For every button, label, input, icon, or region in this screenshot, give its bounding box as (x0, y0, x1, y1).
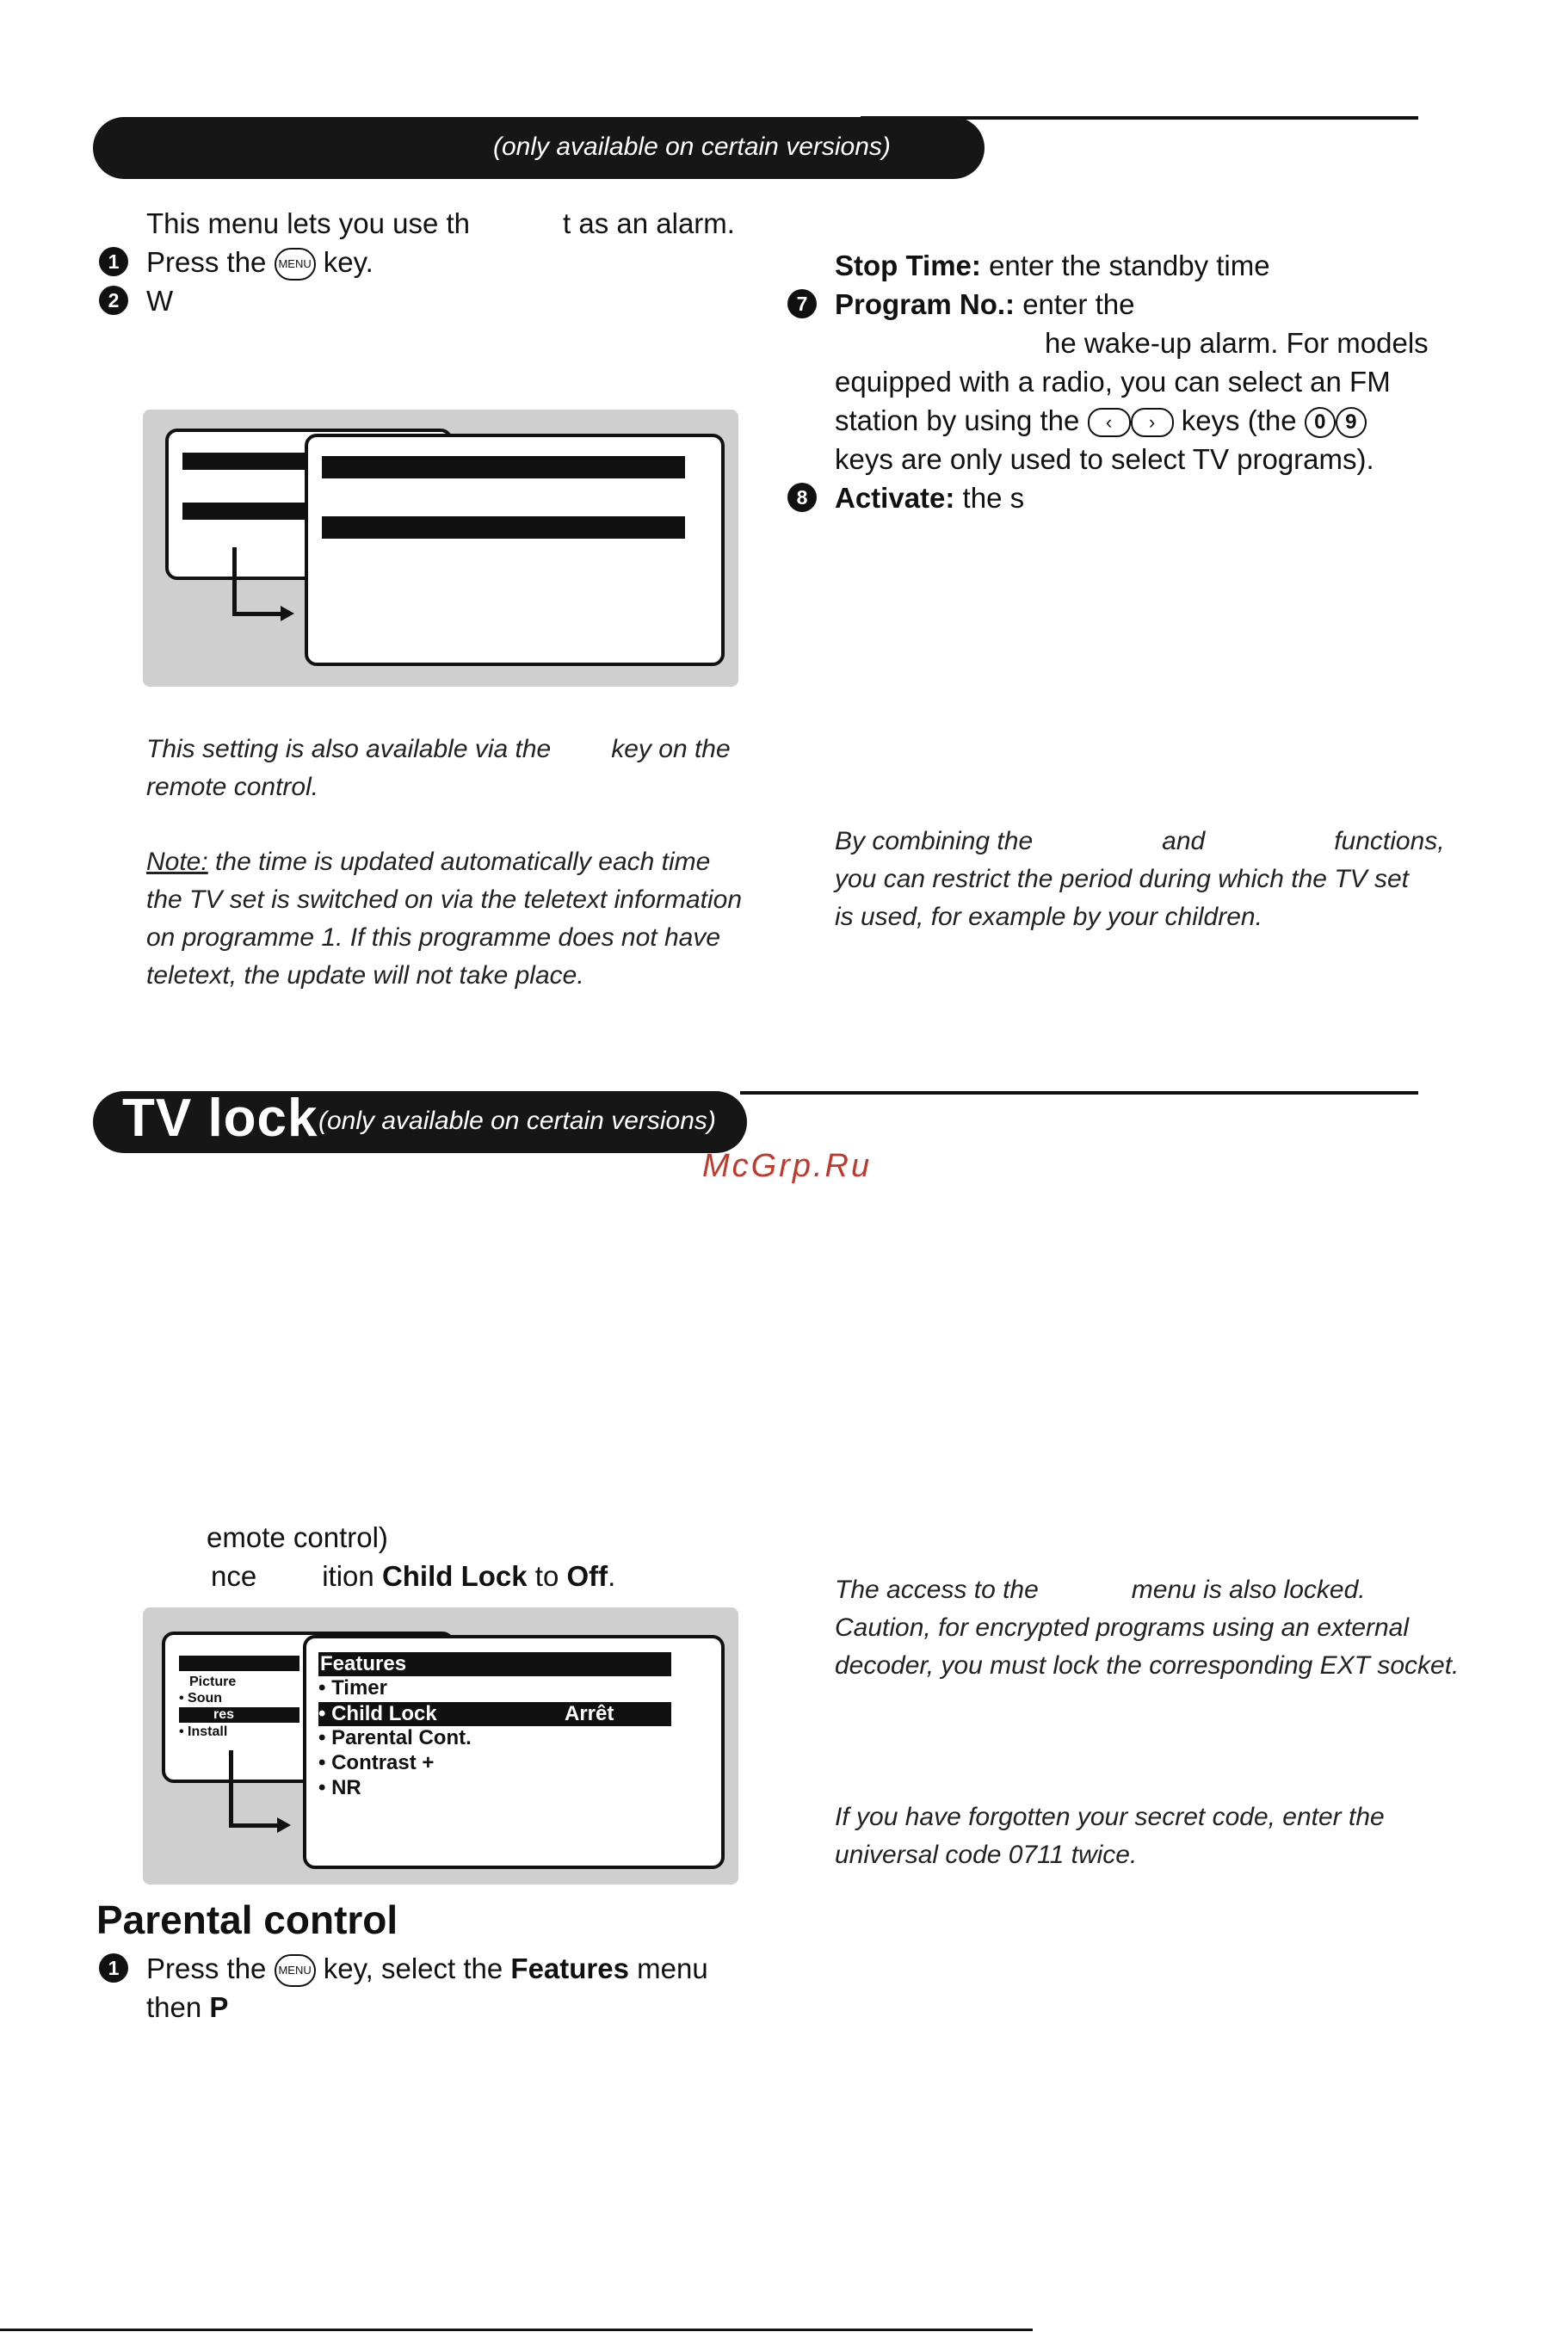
watermark: McGrp.Ru (702, 1148, 873, 1184)
section-title: TV lock (122, 1089, 318, 1148)
submenu-item-contrast: • Contrast + (318, 1751, 435, 1774)
combine-line-2: you can restrict the period during which the TV set (835, 865, 1410, 893)
submenu-item-parental: • Parental Cont. (318, 1726, 472, 1749)
features-label: Features (510, 1952, 629, 1984)
shortcut-note (146, 731, 731, 768)
step-1-text (146, 243, 373, 281)
step-1-part-b: key. (323, 246, 373, 278)
off-label: Off (566, 1560, 608, 1592)
lock-line-2-part-a: nce (211, 1560, 257, 1592)
program-no-part-b: keys (the (1181, 404, 1297, 436)
shortcut-note-part-1: This setting is also available via the (146, 735, 552, 763)
main-menu-item-selected: res (213, 1707, 235, 1722)
connector-line (229, 1823, 281, 1828)
parental-step-1-part-e: then (146, 1991, 210, 2023)
menu-key-icon: MENU (275, 248, 316, 281)
forgot-line-2: universal code 0711 twice. (835, 1841, 1138, 1869)
program-no-line-4 (835, 401, 1367, 440)
shortcut-note-part-2: key on the (611, 735, 731, 763)
redacted-bar (179, 1656, 299, 1671)
stop-time-line (835, 246, 1270, 285)
note-text-1: the time is updated automatically each time (207, 848, 711, 876)
menu-key-icon: MENU (275, 1954, 316, 1987)
lock-line-2-period: . (608, 1560, 616, 1592)
section-subtitle: (only available on certain versions) (318, 1107, 716, 1135)
access-line-2: Caution, for encrypted programs using an external (835, 1613, 1410, 1642)
program-no-part-a: station by using the (835, 404, 1080, 436)
menu-diagram-features (143, 1607, 738, 1885)
digit-9-key-icon: 9 (1336, 407, 1367, 438)
submenu-header (318, 1652, 671, 1676)
combine-line-1 (835, 823, 1445, 861)
parental-step-1-part-d: menu (628, 1952, 708, 1984)
note-label: Note: (146, 848, 208, 876)
lock-line-2-part-b: ition (322, 1560, 382, 1592)
parental-step-1-part-f: P (209, 1991, 229, 2023)
program-no-line-2: he wake-up alarm. For models (1045, 327, 1429, 359)
parental-step-1-part-a: Press the (146, 1952, 267, 1984)
note-line-1 (146, 843, 710, 881)
step-8-badge: 8 (787, 483, 817, 512)
access-line-3: decoder, you must lock the corresponding EXT socket. (835, 1651, 1460, 1680)
main-menu-item: Picture (189, 1675, 237, 1689)
step-2-text: W (146, 285, 174, 317)
note-line-3: on programme 1. If this programme does not have (146, 923, 721, 952)
lock-line-1: emote control) (207, 1521, 388, 1553)
stop-time-text: enter the standby time (980, 250, 1270, 281)
combine-part-c: functions, (1334, 827, 1445, 855)
activate-label: Activate: (835, 482, 955, 514)
child-lock-value: Arrêt (565, 1702, 614, 1725)
section-subtitle: (only available on certain versions) (493, 133, 891, 161)
parental-step-1-text (146, 1949, 708, 1988)
connector-line (229, 1750, 233, 1828)
parental-step-1-badge: 1 (99, 1953, 128, 1983)
step-7-badge: 7 (787, 289, 817, 318)
step-1-part-a: Press the (146, 246, 267, 278)
submenu-header-label: Features (320, 1652, 407, 1675)
access-line-1 (835, 1571, 1366, 1609)
main-menu-item: • Soun (179, 1691, 223, 1706)
program-no-text: enter the (1015, 288, 1135, 320)
parental-step-1-line-2 (146, 1988, 228, 2026)
bottom-rule (0, 2329, 1033, 2331)
program-no-label: Program No.: (835, 288, 1015, 320)
parental-step-1-part-b: key, select the (323, 1952, 511, 1984)
shortcut-note-line-2: remote control. (146, 773, 319, 801)
access-part-b: menu is also locked. (1131, 1576, 1366, 1604)
redacted-bar (322, 516, 685, 539)
lock-line-2-part-d: to (527, 1560, 567, 1592)
forgot-line-1: If you have forgotten your secret code, enter the (835, 1803, 1385, 1831)
menu-diagram-timer (143, 410, 738, 687)
parental-heading: Parental control (96, 1897, 398, 1942)
activate-text: the s (954, 482, 1025, 514)
program-no-line-5: keys are only used to select TV programs). (835, 443, 1374, 475)
note-line-2: the TV set is switched on via the teletext information (146, 885, 743, 914)
child-lock-label: Child Lock (381, 1560, 528, 1592)
section-rule-lock (740, 1091, 1418, 1095)
submenu-item-nr: • NR (318, 1776, 361, 1799)
stop-time-label: Stop Time: (835, 250, 981, 281)
access-part-a: The access to the (835, 1576, 1039, 1604)
digit-0-key-icon: 0 (1305, 407, 1336, 438)
intro-part-1: This menu lets you use th (146, 207, 471, 239)
connector-arrowhead (277, 1817, 291, 1833)
child-lock-item-label: • Child Lock (318, 1702, 437, 1725)
connector-arrowhead (281, 606, 294, 621)
section-header-timer (93, 117, 985, 179)
activate-line (835, 478, 1024, 517)
note-line-4: teletext, the update will not take place. (146, 961, 584, 990)
connector-line (232, 547, 237, 616)
step-1-badge: 1 (99, 247, 128, 276)
submenu-item-child-lock (318, 1702, 671, 1726)
main-menu-item: • Install (179, 1724, 228, 1739)
combine-part-a: By combining the (835, 827, 1034, 855)
intro-part-2: t as an alarm. (563, 207, 735, 239)
submenu-box (303, 1635, 725, 1869)
left-arrow-key-icon: ‹ (1088, 408, 1131, 437)
connector-line (232, 612, 284, 616)
combine-part-b: and (1162, 827, 1206, 855)
combine-line-3: is used, for example by your children. (835, 903, 1262, 931)
submenu-item-timer: • Timer (318, 1676, 387, 1700)
intro-text (146, 204, 735, 243)
program-no-line-3: equipped with a radio, you can select an FM (835, 366, 1391, 398)
submenu-box (305, 434, 725, 666)
right-arrow-key-icon: › (1131, 408, 1174, 437)
redacted-bar (322, 456, 685, 478)
section-header-tv-lock (93, 1091, 747, 1153)
program-no-line (835, 285, 1134, 324)
lock-line-2 (211, 1557, 615, 1595)
main-menu-selection (179, 1707, 299, 1723)
step-2-badge: 2 (99, 286, 128, 315)
